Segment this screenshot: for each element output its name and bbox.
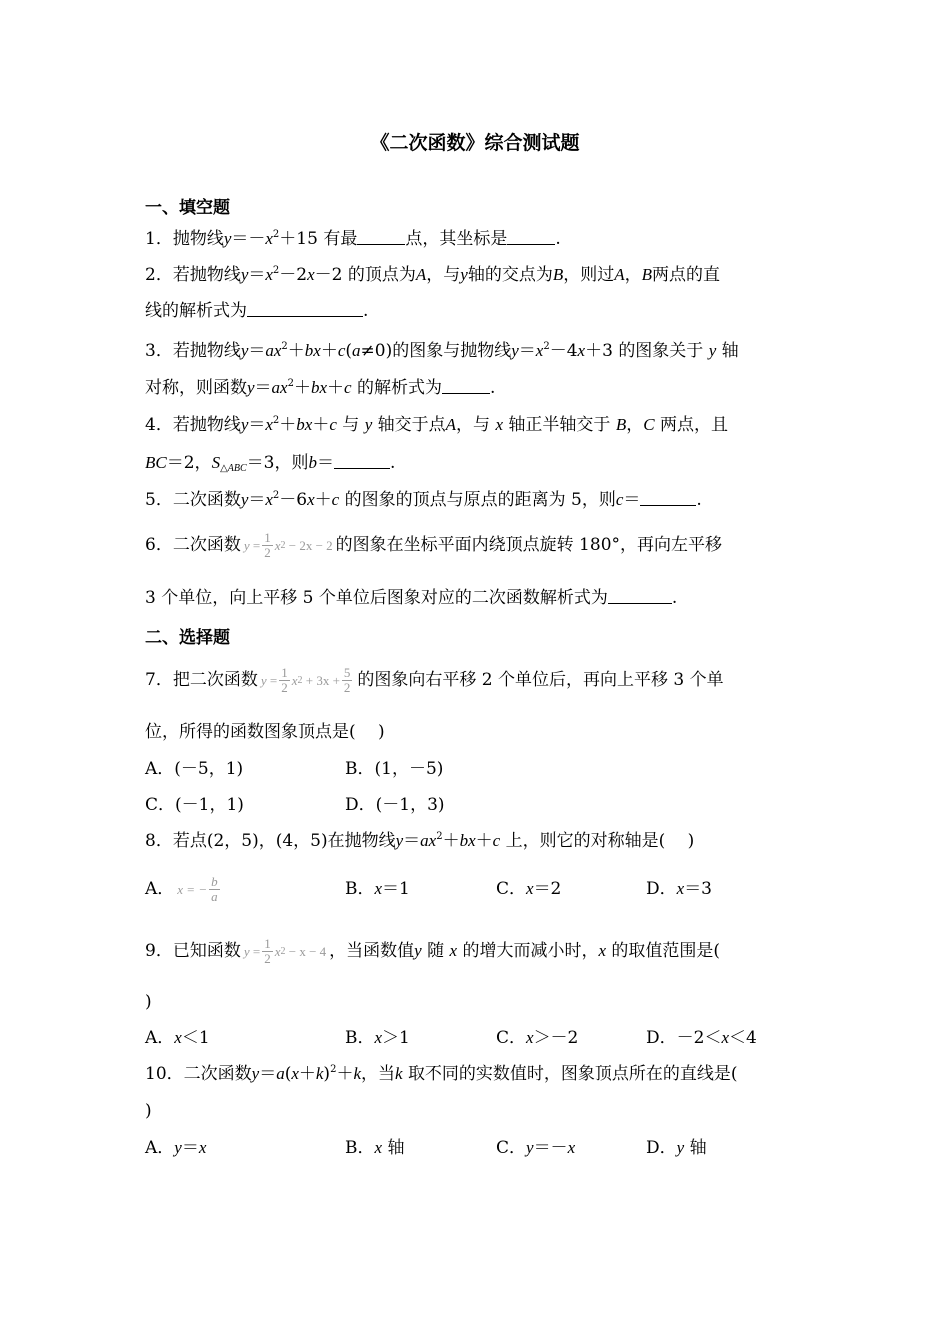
question-3-cont: 对称，则函数$y=ax^2+bx+c$ 的解析式为 . (145, 378, 496, 398)
question-7-cont: 位，所得的函数图象顶点是( ) (145, 722, 385, 742)
q9-option-b[interactable]: B．x＞1 (345, 1028, 410, 1048)
question-4-cont: BC＝2，$S_{\triangle ABC}=3$，则b＝ . (145, 453, 396, 474)
q10-option-d[interactable]: D．y 轴 (646, 1138, 707, 1158)
question-3: 3．若抛物线$y=ax^2+bx+c(a\ne 0)$的图象与抛物线$y=x^2-4x+3$ 的图象关于 y 轴 (145, 341, 739, 361)
question-9-cont: ) (145, 992, 152, 1012)
question-9: 9．已知函数 y = $\frac{1}{2}$ x 2 − x − 4 ，当函数值y 随 x 的增大而减小时，x 的取值范围是( (145, 936, 721, 966)
question-6-cont: 3 个单位，向上平移 5 个单位后图象对应的二次函数解析式为 . (145, 588, 678, 608)
question-7: 7．把二次函数 y = $\frac{1}{2}$ x 2 + 3x + $\frac{5}{2}$ 的图象向右平移 2 个单位后，再向上平移 3 个单 (145, 665, 724, 695)
formula-image: y = $\frac{1}{2}$ x 2 + 3x + $\frac{5}{2}$ (260, 665, 351, 695)
formula-image: x = − $\frac{b}{a}$ (177, 874, 218, 904)
q10-option-a[interactable]: A．y＝x (145, 1138, 207, 1158)
page-title: 《二次函数》综合测试题 (370, 132, 580, 154)
answer-blank[interactable] (507, 230, 555, 245)
question-5: 5．二次函数$y=x^2-6x+c$ 的图象的顶点与原点的距离为 5，则c＝ . (145, 490, 702, 510)
q8-option-d[interactable]: D．x＝3 (646, 879, 713, 899)
answer-blank[interactable] (640, 491, 696, 506)
q8-option-c[interactable]: C．x＝2 (496, 879, 562, 899)
section-fill-in-blank: 一、填空题 (145, 198, 230, 218)
answer-blank[interactable] (357, 230, 405, 245)
q10-option-c[interactable]: C．y＝－x (496, 1138, 576, 1158)
q7-option-c[interactable]: C．(－1，1) (145, 795, 244, 815)
q7-option-d[interactable]: D．(－1，3) (345, 795, 445, 815)
q8-option-a[interactable]: A． x = − $\frac{b}{a}$ (145, 875, 225, 904)
question-2-cont: 线的解析式为 . (145, 301, 369, 321)
answer-blank[interactable] (442, 379, 490, 394)
question-2: 2．若抛物线$y=x^2-2x-2$ 的顶点为A，与y轴的交点为B，则过A，B两点的直 (145, 265, 721, 285)
formula-image: y = $\frac{1}{2}$ x 2 − x − 4 (243, 936, 327, 966)
formula-image: y = $\frac{1}{2}$ x 2 − 2x − 2 (243, 530, 333, 560)
q9-option-d[interactable]: D．－2＜x＜4 (646, 1028, 757, 1048)
answer-blank[interactable] (608, 589, 672, 604)
section-multiple-choice: 二、选择题 (145, 628, 230, 648)
q9-option-a[interactable]: A．x＜1 (145, 1028, 210, 1048)
q10-option-b[interactable]: B．x 轴 (345, 1138, 405, 1158)
question-10-cont: ) (145, 1101, 152, 1121)
question-8: 8．若点(2，5)，(4，5)在抛物线$y=ax^2+bx+c$ 上，则它的对称轴是( ) (145, 831, 695, 851)
q9-option-c[interactable]: C．x＞－2 (496, 1028, 579, 1048)
q8-option-b[interactable]: B．x＝1 (345, 879, 410, 899)
q7-option-b[interactable]: B．(1，－5) (345, 759, 444, 779)
answer-blank[interactable] (247, 302, 363, 317)
q7-option-a[interactable]: A．(－5，1) (145, 759, 244, 779)
question-6: 6．二次函数 y = $\frac{1}{2}$ x 2 − 2x − 2 的图象在坐标平面内绕顶点旋转 180°，再向左平移 (145, 530, 723, 560)
question-10: 10．二次函数$y=a(x+k)^2+k$，当k 取不同的实数值时，图象顶点所在的直线是( (145, 1064, 738, 1084)
answer-blank[interactable] (334, 454, 390, 469)
question-4: 4．若抛物线$y=x^2+bx+c$ 与 y 轴交于点A，与 x 轴正半轴交于 B，C 两点，且 (145, 415, 728, 435)
question-1: 1．抛物线$y=-x^2+15$ 有最 点，其坐标是 . (145, 229, 561, 249)
